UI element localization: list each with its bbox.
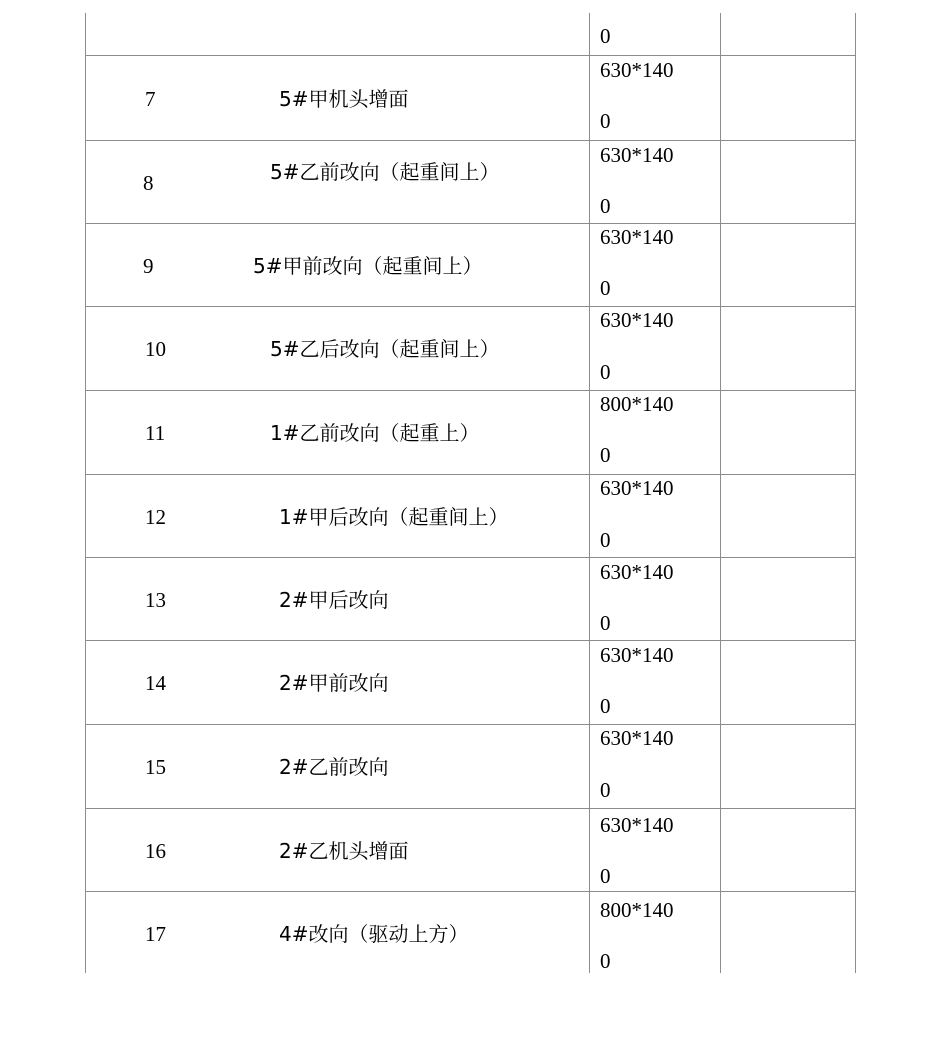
row-divider — [85, 306, 856, 307]
row-divider — [85, 140, 856, 141]
spec-cell-line1: 630*140 — [600, 643, 674, 667]
spec-cell-line1: 630*140 — [600, 143, 674, 167]
row-divider — [85, 55, 856, 56]
spec-cell-line2: 0 — [600, 611, 611, 635]
row-divider — [85, 223, 856, 224]
table-border-left — [85, 13, 86, 973]
spec-cell-line1: 630*140 — [600, 476, 674, 500]
spec-cell-line2: 0 — [600, 864, 611, 888]
spec-cell-line2: 0 — [600, 194, 611, 218]
row-divider — [85, 724, 856, 725]
table-border-right — [855, 13, 856, 973]
spec-cell-line1: 630*140 — [600, 225, 674, 249]
row-number: 7 — [145, 87, 156, 111]
spec-cell-line1: 630*140 — [600, 308, 674, 332]
spec-cell-line2: 0 — [600, 443, 611, 467]
spec-cell-line2: 0 — [600, 694, 611, 718]
item-name: 5#甲机头增面 — [279, 87, 409, 111]
spec-cell-line2: 0 — [600, 24, 611, 48]
spec-cell-line2: 0 — [600, 276, 611, 300]
row-number: 14 — [145, 671, 166, 695]
row-number: 13 — [145, 588, 166, 612]
spec-cell-line1: 630*140 — [600, 560, 674, 584]
spec-cell-line2: 0 — [600, 949, 611, 973]
table-border-col4 — [720, 13, 721, 973]
item-name: 2#甲前改向 — [279, 671, 389, 695]
spec-cell-line1: 630*140 — [600, 58, 674, 82]
spec-cell-line1: 630*140 — [600, 813, 674, 837]
spec-cell-line2: 0 — [600, 528, 611, 552]
item-name: 2#甲后改向 — [279, 588, 389, 612]
row-divider — [85, 640, 856, 641]
document-table — [85, 13, 856, 973]
spec-cell-line1: 800*140 — [600, 392, 674, 416]
row-divider — [85, 557, 856, 558]
spec-cell-line1: 800*140 — [600, 898, 674, 922]
row-number: 8 — [143, 171, 154, 195]
spec-cell-line2: 0 — [600, 360, 611, 384]
spec-cell-line1: 630*140 — [600, 726, 674, 750]
row-number: 15 — [145, 755, 166, 779]
row-number: 10 — [145, 337, 166, 361]
item-name: 1#甲后改向（起重间上） — [279, 505, 509, 529]
row-number: 12 — [145, 505, 166, 529]
row-divider — [85, 891, 856, 892]
item-name: 5#甲前改向（起重间上） — [253, 254, 483, 278]
row-number: 17 — [145, 922, 166, 946]
item-name: 4#改向（驱动上方） — [279, 922, 469, 946]
row-number: 16 — [145, 839, 166, 863]
item-name: 5#乙后改向（起重间上） — [270, 337, 500, 361]
item-name: 2#乙机头增面 — [279, 839, 409, 863]
item-name: 5#乙前改向（起重间上） — [270, 160, 500, 184]
table-border-col3 — [589, 13, 590, 973]
row-divider — [85, 808, 856, 809]
row-divider — [85, 390, 856, 391]
item-name: 2#乙前改向 — [279, 755, 389, 779]
spec-cell-line2: 0 — [600, 109, 611, 133]
row-number: 9 — [143, 254, 154, 278]
row-number: 11 — [145, 421, 166, 445]
row-divider — [85, 474, 856, 475]
item-name: 1#乙前改向（起重上） — [270, 421, 480, 445]
spec-cell-line2: 0 — [600, 778, 611, 802]
